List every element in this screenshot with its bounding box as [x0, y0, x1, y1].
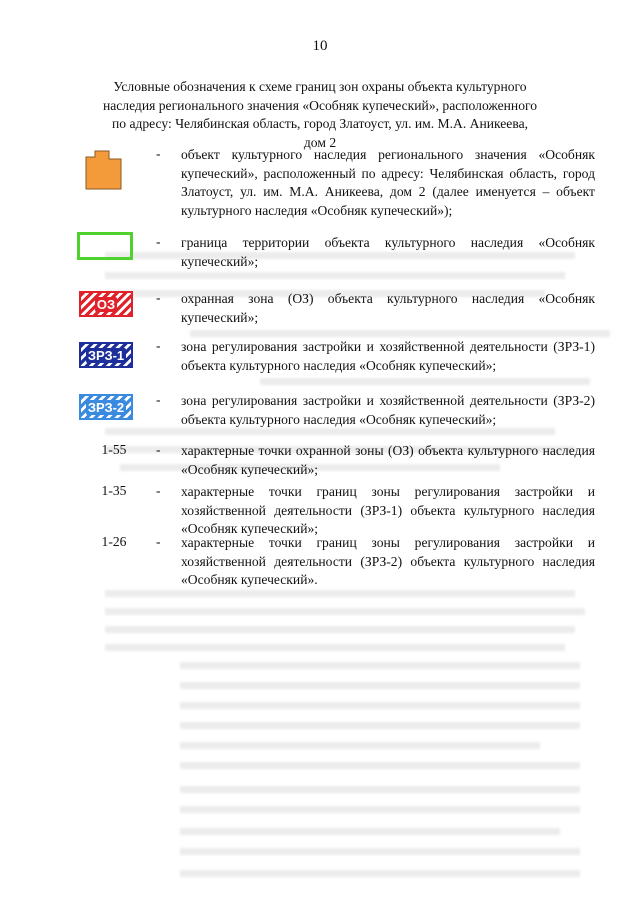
legend-item-text: характерные точки границ зоны регулирования застройки и хозяйственной деятельности (ЗРЗ-1) объекта культурного наследия «Особняк купеческий»; — [181, 484, 595, 537]
legend-dash: - — [156, 146, 161, 161]
zone-label: ЗРЗ-2 — [87, 399, 125, 415]
legend-item-text: зона регулирования застройки и хозяйственной деятельности (ЗРЗ-1) объекта культурного наследия «Особняк купеческий»; — [181, 339, 595, 373]
bleed-through-line — [180, 786, 580, 793]
zrz1-zone-icon — [79, 342, 133, 368]
legend-title: Условные обозначения к схеме границ зон охраны объекта культурного наследия регионального значения «Особняк купеческий», расположенного по адресу: Челябинская область, город Златоуст, ул. им. М.А. Аникеева, дом 2 — [102, 79, 538, 150]
legend-dash: - — [156, 392, 161, 407]
zrz2-zone-icon — [79, 394, 133, 420]
bleed-through-line — [180, 742, 540, 749]
heritage-object-polygon-icon — [83, 150, 125, 192]
territory-boundary-icon — [77, 232, 133, 260]
bleed-through-line — [105, 608, 585, 615]
point-range-code: 1-55 — [101, 442, 127, 457]
legend-dash: - — [156, 534, 161, 549]
legend-dash: - — [156, 483, 161, 498]
bleed-through-line — [180, 828, 560, 835]
zone-label: ЗРЗ-1 — [87, 347, 125, 363]
bleed-through-line — [105, 644, 565, 651]
bleed-through-line — [105, 272, 565, 279]
bleed-through-line — [180, 762, 580, 769]
bleed-through-line — [105, 590, 575, 597]
bleed-through-line — [180, 870, 580, 877]
protected-zone-oz-icon — [79, 291, 133, 317]
legend-item-text: зона регулирования застройки и хозяйственной деятельности (ЗРЗ-2) объекта культурного наследия «Особняк купеческий»; — [181, 393, 595, 427]
bleed-through-line — [180, 682, 580, 689]
legend-item-text: охранная зона (ОЗ) объекта культурного наследия «Особняк купеческий»; — [181, 291, 595, 325]
bleed-through-line — [180, 722, 580, 729]
legend-dash: - — [156, 290, 161, 305]
point-range-code: 1-35 — [101, 483, 127, 498]
bleed-through-line — [180, 806, 580, 813]
zone-label: ОЗ — [96, 296, 116, 312]
bleed-through-line — [190, 330, 610, 337]
legend-dash: - — [156, 442, 161, 457]
bleed-through-line — [180, 848, 580, 855]
page-number: 10 — [312, 38, 328, 54]
legend-item-text: характерные точки границ зоны регулирования застройки и хозяйственной деятельности (ЗРЗ-2) объекта культурного наследия «Особняк купеческий». — [181, 535, 595, 588]
point-range-code: 1-26 — [101, 534, 127, 549]
bleed-through-line — [105, 626, 575, 633]
bleed-through-line — [180, 702, 580, 709]
bleed-through-line — [260, 378, 590, 385]
legend-dash: - — [156, 234, 161, 249]
legend-item-text: характерные точки охранной зоны (ОЗ) объекта культурного наследия «Особняк купеческий»; — [181, 443, 595, 477]
legend-item-text: объект культурного наследия регионального значения «Особняк купеческий», расположенный по адресу: Челябинская область, город Златоуст, ул. им. М.А. Аникеева, дом 2 (далее именуется – объект культурного наследия «Особняк купеческий»); — [181, 147, 595, 218]
legend-dash: - — [156, 338, 161, 353]
legend-item-text: граница территории объекта культурного наследия «Особняк купеческий»; — [181, 235, 595, 269]
bleed-through-line — [180, 662, 580, 669]
